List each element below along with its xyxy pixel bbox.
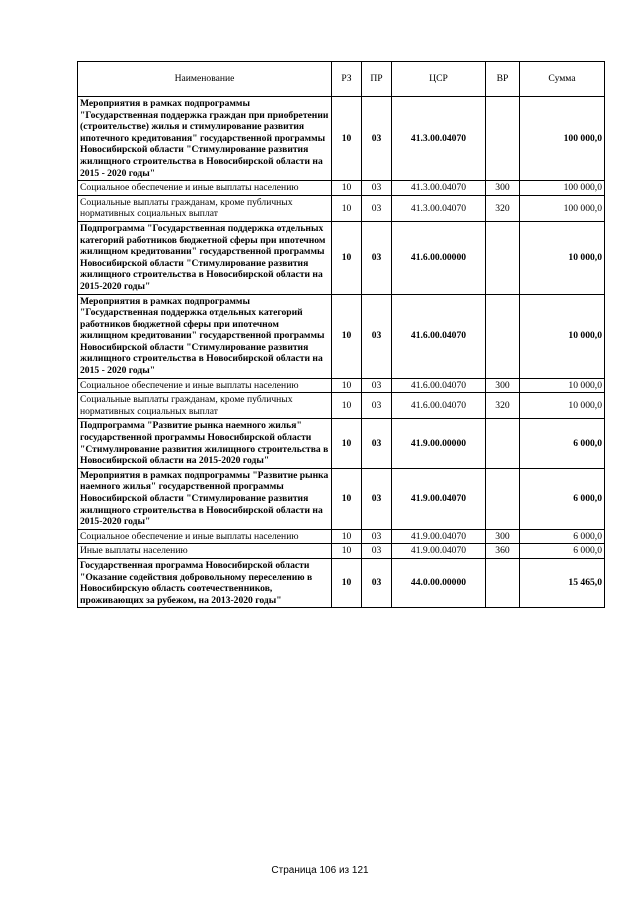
cell-sum: 10 000,0 xyxy=(520,378,605,393)
cell-csr: 41.9.00.04070 xyxy=(392,544,486,559)
cell-name: Мероприятия в рамках подпрограммы "Развитие рынка наемного жилья" государственной программы Новосибирской области "Стимулирование развития жилищного строительства в Новосибирской области на 2015-2020 годы" xyxy=(78,468,332,529)
cell-sum: 10 000,0 xyxy=(520,294,605,378)
header-csr: ЦСР xyxy=(392,62,486,97)
table-row xyxy=(78,419,605,468)
cell-pr: 03 xyxy=(362,468,392,529)
cell-pr: 03 xyxy=(362,294,392,378)
cell-sum: 15 465,0 xyxy=(520,558,605,607)
cell-sum: 10 000,0 xyxy=(520,393,605,419)
header-pr: ПР xyxy=(362,62,392,97)
table-row xyxy=(78,181,605,196)
cell-rz: 10 xyxy=(332,195,362,221)
cell-pr: 03 xyxy=(362,221,392,294)
cell-name: Подпрограмма "Государственная поддержка отдельных категорий работников бюджетной сферы при ипотечном жилищном кредитовании" государственной программы Новосибирской области "Стимулирование развития жилищного строительства в Новосибирской области на 2015-2020 годы" xyxy=(78,221,332,294)
header-rz: РЗ xyxy=(332,62,362,97)
cell-vr: 300 xyxy=(486,181,520,196)
table-row xyxy=(78,529,605,544)
cell-sum: 100 000,0 xyxy=(520,97,605,181)
table-row xyxy=(78,378,605,393)
cell-rz: 10 xyxy=(332,393,362,419)
cell-pr: 03 xyxy=(362,544,392,559)
cell-sum: 10 000,0 xyxy=(520,221,605,294)
cell-name: Социальные выплаты гражданам, кроме публичных нормативных социальных выплат xyxy=(78,195,332,221)
cell-vr xyxy=(486,97,520,181)
cell-vr: 320 xyxy=(486,195,520,221)
cell-csr: 41.6.00.04070 xyxy=(392,393,486,419)
cell-csr: 41.3.00.04070 xyxy=(392,97,486,181)
table-row xyxy=(78,97,605,181)
cell-vr: 360 xyxy=(486,544,520,559)
cell-vr: 300 xyxy=(486,378,520,393)
cell-pr: 03 xyxy=(362,181,392,196)
cell-csr: 41.6.00.04070 xyxy=(392,378,486,393)
cell-name: Социальное обеспечение и иные выплаты населению xyxy=(78,378,332,393)
cell-csr: 41.9.00.04070 xyxy=(392,468,486,529)
cell-csr: 41.3.00.04070 xyxy=(392,195,486,221)
cell-sum: 6 000,0 xyxy=(520,529,605,544)
cell-pr: 03 xyxy=(362,97,392,181)
cell-rz: 10 xyxy=(332,468,362,529)
cell-csr: 41.9.00.04070 xyxy=(392,529,486,544)
cell-vr: 300 xyxy=(486,529,520,544)
header-sum: Сумма xyxy=(520,62,605,97)
cell-rz: 10 xyxy=(332,378,362,393)
cell-vr xyxy=(486,221,520,294)
cell-pr: 03 xyxy=(362,558,392,607)
cell-rz: 10 xyxy=(332,181,362,196)
cell-sum: 6 000,0 xyxy=(520,544,605,559)
cell-pr: 03 xyxy=(362,393,392,419)
page-number: Страница 106 из 121 xyxy=(271,865,369,876)
table-row xyxy=(78,221,605,294)
budget-table xyxy=(77,61,605,608)
cell-rz: 10 xyxy=(332,221,362,294)
cell-csr: 41.3.00.04070 xyxy=(392,181,486,196)
cell-name: Мероприятия в рамках подпрограммы "Государственная поддержка отдельных категорий работников бюджетной сферы при ипотечном жилищном кредитовании" государственной программы Новосибирской области "Стимулирование развития жилищного строительства в Новосибирской области на 2015 - 2020 годы" xyxy=(78,294,332,378)
cell-name: Социальное обеспечение и иные выплаты населению xyxy=(78,529,332,544)
cell-name: Государственная программа Новосибирской области "Оказание содействия добровольному переселению в Новосибирскую область соотечественников, проживающих за рубежом, на 2013-2020 годы" xyxy=(78,558,332,607)
cell-csr: 41.6.00.04070 xyxy=(392,294,486,378)
cell-pr: 03 xyxy=(362,195,392,221)
cell-pr: 03 xyxy=(362,529,392,544)
cell-pr: 03 xyxy=(362,378,392,393)
cell-vr xyxy=(486,419,520,468)
cell-name: Социальное обеспечение и иные выплаты населению xyxy=(78,181,332,196)
header-vr: ВР xyxy=(486,62,520,97)
cell-name: Иные выплаты населению xyxy=(78,544,332,559)
cell-name: Социальные выплаты гражданам, кроме публичных нормативных социальных выплат xyxy=(78,393,332,419)
header-name: Наименование xyxy=(78,62,332,97)
table-row xyxy=(78,195,605,221)
table-row xyxy=(78,393,605,419)
cell-sum: 100 000,0 xyxy=(520,181,605,196)
cell-rz: 10 xyxy=(332,544,362,559)
table-row xyxy=(78,558,605,607)
cell-csr: 44.0.00.00000 xyxy=(392,558,486,607)
table-row xyxy=(78,544,605,559)
cell-rz: 10 xyxy=(332,529,362,544)
cell-name: Мероприятия в рамках подпрограммы "Государственная поддержка граждан при приобретении (строительстве) жилья и стимулирование развития ипотечного кредитования" государственной программы Новосибирской области "Стимулирование развития жилищного строительства в Новосибирской области на 2015 - 2020 годы" xyxy=(78,97,332,181)
cell-vr xyxy=(486,468,520,529)
cell-sum: 6 000,0 xyxy=(520,468,605,529)
cell-rz: 10 xyxy=(332,97,362,181)
cell-csr: 41.6.00.00000 xyxy=(392,221,486,294)
cell-rz: 10 xyxy=(332,419,362,468)
table-row xyxy=(78,468,605,529)
cell-vr xyxy=(486,558,520,607)
cell-csr: 41.9.00.00000 xyxy=(392,419,486,468)
cell-pr: 03 xyxy=(362,419,392,468)
cell-sum: 6 000,0 xyxy=(520,419,605,468)
table-header-row xyxy=(78,62,605,97)
cell-sum: 100 000,0 xyxy=(520,195,605,221)
cell-vr xyxy=(486,294,520,378)
cell-vr: 320 xyxy=(486,393,520,419)
cell-rz: 10 xyxy=(332,558,362,607)
cell-name: Подпрограмма "Развитие рынка наемного жилья" государственной программы Новосибирской области "Стимулирование развития жилищного строительства в Новосибирской области на 2015-2020 годы" xyxy=(78,419,332,468)
table-row xyxy=(78,294,605,378)
cell-rz: 10 xyxy=(332,294,362,378)
